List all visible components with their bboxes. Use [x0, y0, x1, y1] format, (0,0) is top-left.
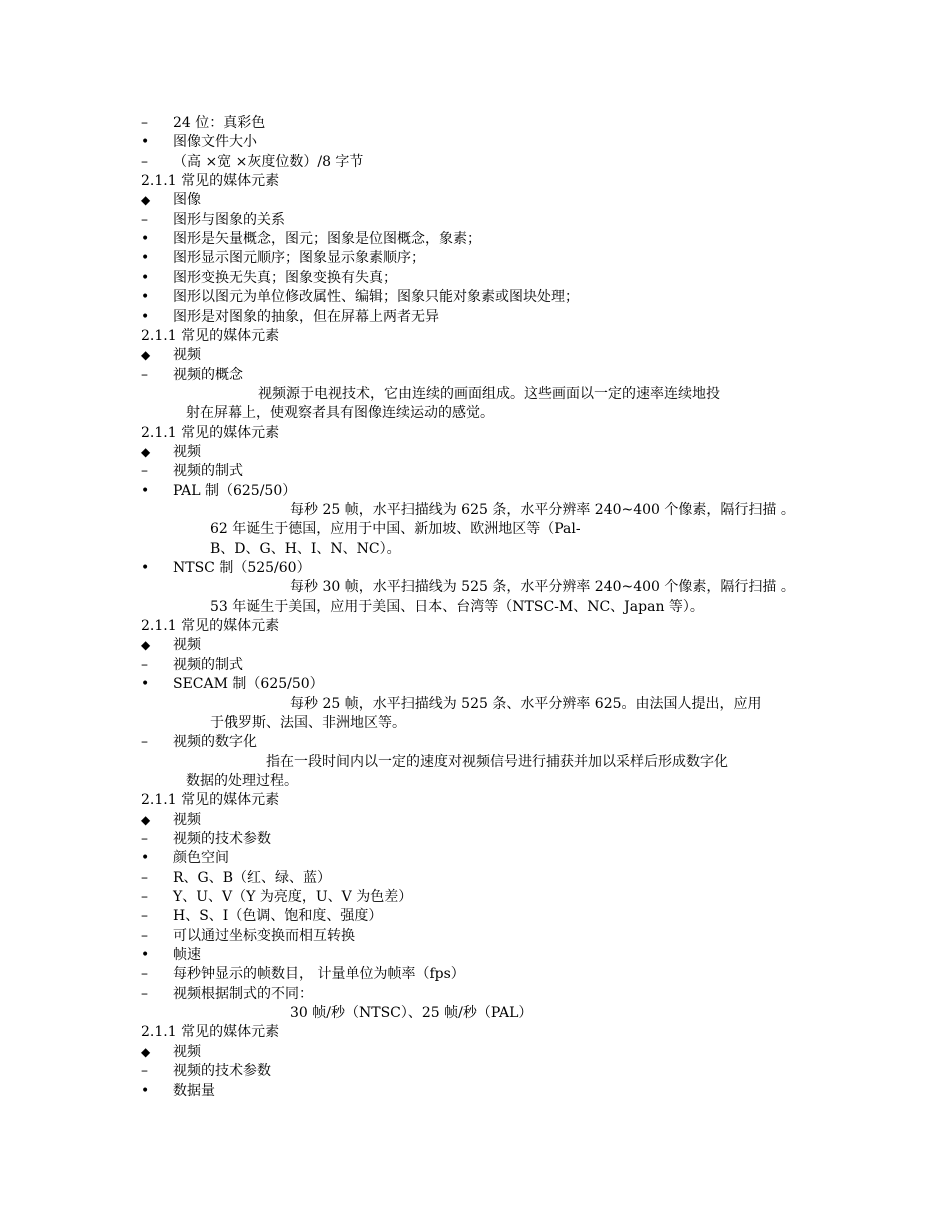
- dot-bullet-icon: •: [141, 560, 150, 577]
- paragraph-line: 30 帧/秒（NTSC）、25 帧/秒（PAL）: [290, 1005, 533, 1022]
- list-item: [0, 191, 950, 211]
- list-item-text: 每秒钟显示的帧数目， 计量单位为帧率（fps）: [173, 966, 465, 983]
- dash-bullet-icon: –: [141, 463, 148, 480]
- dot-bullet-icon: •: [141, 308, 150, 325]
- dot-bullet-icon: •: [141, 850, 150, 867]
- section-heading: [0, 327, 950, 347]
- paragraph-line: B、D、G、H、I、N、NC）。: [210, 540, 401, 557]
- dash-bullet-icon: –: [141, 869, 148, 886]
- list-item-text: 视频的制式: [173, 463, 243, 480]
- list-item: [0, 346, 950, 366]
- list-item-text: 图形显示图元顺序；图象显示象素顺序；: [173, 250, 425, 267]
- list-item-text: 图形变换无失真；图象变换有失真；: [173, 269, 397, 286]
- paragraph-line: 62 年诞生于德国，应用于中国、新加坡、欧洲地区等（Pal-: [210, 521, 581, 538]
- section-heading: [0, 617, 950, 637]
- list-item: [0, 153, 950, 173]
- list-item-text: 数据量: [173, 1082, 215, 1099]
- dash-bullet-icon: –: [141, 889, 148, 905]
- diamond-bullet-icon: ◆: [141, 348, 151, 363]
- list-item-text: 可以通过坐标变换而相互转换: [173, 927, 355, 944]
- dash-bullet-icon: –: [141, 366, 148, 383]
- list-item-text: 视频: [173, 347, 201, 364]
- section-heading-text: 2.1.1 常见的媒体元素: [141, 327, 280, 344]
- dot-bullet-icon: •: [141, 482, 150, 499]
- list-item: [0, 888, 950, 908]
- list-item: [0, 211, 950, 231]
- list-item: [0, 985, 950, 1005]
- list-item-text: 图形是对图象的抽象，但在屏幕上两者无异: [173, 308, 439, 325]
- list-item: [0, 269, 950, 289]
- list-item: [0, 965, 950, 985]
- list-item-text: 视频: [173, 1043, 201, 1060]
- diamond-bullet-icon: ◆: [141, 638, 151, 653]
- list-item: [0, 114, 950, 134]
- list-item-text: 视频: [173, 443, 201, 460]
- list-item-text: 视频: [173, 637, 201, 654]
- list-item: [0, 1043, 950, 1063]
- list-item-text: SECAM 制（625/50）: [173, 676, 324, 693]
- list-item: [0, 133, 950, 153]
- list-item-text: 视频的数字化: [173, 734, 257, 751]
- list-item: [0, 675, 950, 695]
- dash-bullet-icon: –: [141, 1063, 148, 1080]
- list-item: [0, 1082, 950, 1102]
- dash-bullet-icon: –: [141, 966, 148, 983]
- diamond-bullet-icon: ◆: [141, 444, 151, 459]
- list-item-text: 图形与图象的关系: [173, 211, 285, 228]
- diamond-bullet-icon: ◆: [141, 193, 151, 208]
- list-item: [0, 733, 950, 753]
- list-item-text: Y、U、V（Y 为亮度，U、V 为色差）: [173, 889, 413, 905]
- paragraph-line: 每秒 25 帧，水平扫描线为 625 条，水平分辨率 240~400 个像素，隔行扫描 。: [290, 502, 795, 518]
- dot-bullet-icon: •: [141, 289, 150, 306]
- list-item-text: 视频根据制式的不同：: [173, 985, 313, 1002]
- diamond-bullet-icon: ◆: [141, 1044, 151, 1059]
- section-heading-text: 2.1.1 常见的媒体元素: [141, 173, 280, 190]
- list-item-text: R、G、B（红、绿、蓝）: [173, 869, 332, 886]
- section-heading: [0, 791, 950, 811]
- list-item: [0, 1062, 950, 1082]
- list-item-text: （高 ×宽 ×灰度位数）/8 字节: [173, 153, 364, 170]
- list-item-text: 视频的技术参数: [173, 830, 271, 847]
- dot-bullet-icon: •: [141, 269, 150, 286]
- list-item: [0, 656, 950, 676]
- list-item: [0, 462, 950, 482]
- section-heading-text: 2.1.1 常见的媒体元素: [141, 792, 280, 809]
- dash-bullet-icon: –: [141, 927, 148, 944]
- section-heading: [0, 424, 950, 444]
- dot-bullet-icon: •: [141, 231, 150, 248]
- list-item: [0, 249, 950, 269]
- section-heading-text: 2.1.1 常见的媒体元素: [141, 1024, 280, 1041]
- dash-bullet-icon: –: [141, 734, 148, 751]
- list-item: [0, 830, 950, 850]
- list-item-text: 颜色空间: [173, 850, 229, 867]
- diamond-bullet-icon: ◆: [141, 812, 151, 827]
- list-item: [0, 927, 950, 947]
- paragraph-line: 每秒 30 帧，水平扫描线为 525 条，水平分辨率 240~400 个像素，隔行扫描 。: [290, 579, 795, 596]
- list-item: [0, 366, 950, 386]
- list-item-text: 图像: [173, 192, 201, 209]
- list-item-text: 视频的制式: [173, 656, 243, 673]
- dash-bullet-icon: –: [141, 153, 148, 170]
- section-heading: [0, 1023, 950, 1043]
- dash-bullet-icon: –: [141, 211, 148, 228]
- list-item: [0, 849, 950, 869]
- list-item-text: 图形以图元为单位修改属性、编辑；图象只能对象素或图块处理；: [173, 289, 579, 306]
- dash-bullet-icon: –: [141, 830, 148, 847]
- section-heading-text: 2.1.1 常见的媒体元素: [141, 424, 280, 441]
- dot-bullet-icon: •: [141, 250, 150, 267]
- paragraph-line: 视频源于电视技术，它由连续的画面组成。这些画面以一定的速率连续地投: [258, 385, 720, 402]
- paragraph-line: 射在屏幕上，使观察者具有图像连续运动的感觉。: [186, 405, 494, 422]
- dot-bullet-icon: •: [141, 947, 150, 964]
- dash-bullet-icon: –: [141, 656, 148, 673]
- list-item: [0, 811, 950, 831]
- list-item-text: 图形是矢量概念，图元；图象是位图概念，象素；: [173, 231, 481, 248]
- dash-bullet-icon: –: [141, 908, 148, 925]
- list-item: [0, 443, 950, 463]
- dot-bullet-icon: •: [141, 134, 150, 151]
- list-item-text: PAL 制（625/50）: [173, 482, 297, 499]
- list-item: [0, 230, 950, 250]
- paragraph-line: 于俄罗斯、法国、非洲地区等。: [210, 714, 406, 731]
- list-item-text: NTSC 制（525/60）: [173, 560, 311, 577]
- list-item-text: 视频: [173, 811, 201, 828]
- paragraph-line: 指在一段时间内以一定的速度对视频信号进行捕获并加以采样后形成数字化: [266, 753, 728, 770]
- list-item: [0, 288, 950, 308]
- paragraph-line: 每秒 25 帧，水平扫描线为 525 条、水平分辨率 625。由法国人提出，应用: [290, 695, 762, 712]
- list-item: [0, 482, 950, 502]
- dot-bullet-icon: •: [141, 676, 150, 693]
- list-item: [0, 308, 950, 328]
- list-item: [0, 559, 950, 579]
- section-heading: [0, 172, 950, 192]
- list-item: [0, 907, 950, 927]
- dot-bullet-icon: •: [141, 1082, 150, 1099]
- section-heading-text: 2.1.1 常见的媒体元素: [141, 618, 280, 635]
- paragraph-line: 53 年诞生于美国，应用于美国、日本、台湾等（NTSC-M、NC、Japan 等）。: [210, 598, 704, 615]
- list-item: [0, 636, 950, 656]
- list-item-text: 视频的技术参数: [173, 1063, 271, 1080]
- list-item: [0, 869, 950, 889]
- list-item: [0, 946, 950, 966]
- paragraph-line: 数据的处理过程。: [186, 772, 298, 789]
- list-item-text: 视频的概念: [173, 366, 243, 383]
- dash-bullet-icon: –: [141, 115, 148, 131]
- list-item-text: H、S、I（色调、饱和度、强度）: [173, 908, 383, 925]
- list-item-text: 图像文件大小: [173, 134, 257, 151]
- dash-bullet-icon: –: [141, 985, 148, 1002]
- list-item-text: 帧速: [173, 947, 201, 964]
- list-item-text: 24 位：真彩色: [173, 115, 266, 131]
